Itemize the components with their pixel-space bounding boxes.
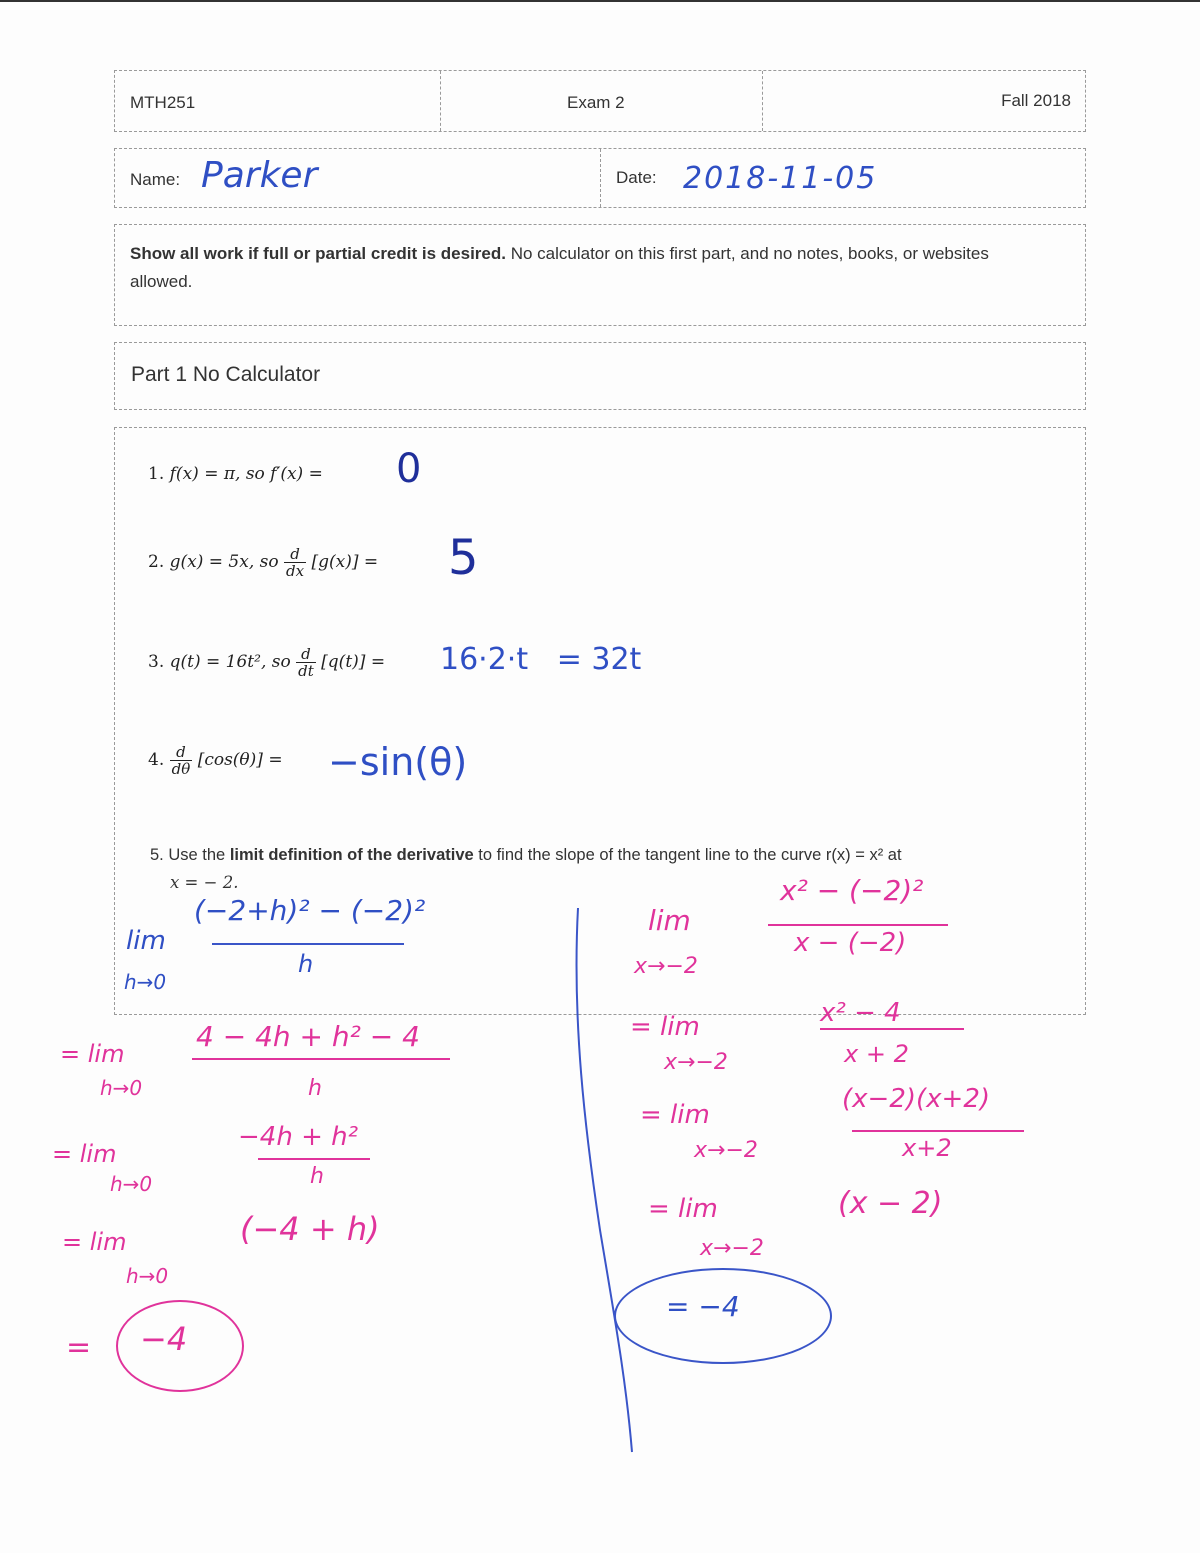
q4-number: 4.: [148, 750, 165, 770]
wr-num-3: (x−2)(x+2): [842, 1084, 991, 1114]
q2-pre: g(x) = 5x, so: [169, 552, 279, 572]
wr-sub-4: x→−2: [700, 1236, 764, 1261]
q3-pre: q(t) = 16t², so: [169, 652, 291, 672]
part-title: Part 1 No Calculator: [131, 363, 321, 386]
q4-post: [cos(θ)] =: [197, 750, 283, 770]
wr-sub-2: x→−2: [664, 1050, 728, 1075]
wl-lim-1: lim: [126, 926, 166, 956]
wl-eq-3: = lim: [52, 1140, 117, 1168]
wl-result: −4: [140, 1320, 188, 1358]
q4-derivative-fraction: [170, 744, 193, 777]
wl-sub-3: h→0: [110, 1172, 153, 1196]
q3-post: [q(t)] =: [321, 652, 386, 672]
wl-num-1: (−2+h)² − (−2)²: [194, 894, 426, 927]
exam-title: Exam 2: [567, 93, 625, 112]
wl-sub-2: h→0: [100, 1076, 143, 1100]
wl-den-1: h: [298, 950, 314, 978]
q4-frac-den: dθ: [171, 760, 191, 778]
question-2: [148, 546, 378, 579]
q1-number: 1.: [148, 464, 165, 484]
q2-answer: 5: [448, 530, 479, 586]
wr-eq-4: = lim: [648, 1194, 718, 1224]
question-3: [148, 646, 385, 679]
instructions-box: [114, 224, 1086, 326]
q3-number: 3.: [148, 652, 165, 672]
q3-derivative-fraction: [296, 646, 316, 679]
q5-text-2: to find the slope of the tangent line to the curve r(x) = x² at: [473, 846, 902, 864]
q2-post: [g(x)] =: [311, 552, 379, 572]
question-4: [148, 744, 283, 777]
q2-frac-den: dx: [286, 562, 305, 580]
wr-sub-3: x→−2: [694, 1138, 758, 1163]
wl-num-2: 4 − 4h + h² − 4: [196, 1020, 420, 1053]
q1-answer: 0: [396, 446, 422, 492]
exam-term: Fall 2018: [1001, 91, 1071, 110]
wl-sub-4: h→0: [126, 1264, 169, 1288]
q3-frac-num: d: [296, 646, 316, 663]
wr-den-3: x+2: [902, 1134, 952, 1162]
work-divider-line: [560, 900, 650, 1460]
q5-number: 5.: [150, 846, 164, 864]
q4-frac-num: d: [170, 744, 193, 761]
wl-num-3: −4h + h²: [238, 1122, 359, 1152]
wr-sub-1: x→−2: [634, 954, 698, 979]
wl-bar-1: [212, 943, 404, 945]
q4-answer: −sin(θ): [328, 740, 468, 784]
q5-text-1: Use the: [168, 846, 230, 864]
q3-answer: 16·2·t = 32t: [440, 642, 642, 677]
instructions-rest: No calculator on this first part, and no notes, books, or websites allowed.: [130, 244, 989, 291]
wl-eq-5: =: [66, 1330, 92, 1365]
wr-expr-4: (x − 2): [838, 1186, 943, 1221]
wr-num-2: x² − 4: [820, 998, 901, 1028]
date-value: 2018-11-05: [683, 161, 878, 196]
part-title-box: [114, 342, 1086, 410]
date-cell: [600, 149, 1087, 207]
header-row: [114, 70, 1086, 132]
scan-top-edge: [0, 0, 1200, 2]
wr-bar-2: [820, 1028, 964, 1030]
wr-den-2: x + 2: [844, 1040, 909, 1068]
wr-num-1: x² − (−2)²: [780, 874, 924, 907]
date-label: Date:: [616, 168, 657, 187]
wr-bar-3: [852, 1130, 1024, 1132]
q5-bold: limit definition of the derivative: [229, 846, 474, 864]
instructions-text: [130, 240, 1030, 296]
wl-sub-1: h→0: [124, 970, 167, 994]
name-label: Name:: [130, 170, 181, 189]
question-1: [148, 464, 323, 484]
q5-text-3: x = − 2.: [170, 873, 239, 892]
q2-derivative-fraction: [284, 546, 306, 579]
wr-bar-1: [768, 924, 948, 926]
q2-frac-num: d: [284, 546, 306, 563]
q1-text: f(x) = π, so f′(x) =: [169, 464, 323, 484]
wr-eq-3: = lim: [640, 1100, 710, 1130]
instructions-bold: Show all work if full or partial credit is desired.: [130, 244, 506, 263]
wr-den-1: x − (−2): [794, 928, 907, 958]
wr-lim-1: lim: [648, 904, 691, 937]
wl-den-3: h: [310, 1164, 324, 1189]
name-cell: [115, 149, 600, 207]
header-course-cell: [115, 71, 440, 131]
q3-frac-den: dt: [298, 662, 314, 680]
wl-eq-2: = lim: [60, 1040, 125, 1068]
wr-eq-2: = lim: [630, 1012, 700, 1042]
course-code: MTH251: [130, 93, 196, 112]
wl-bar-2: [192, 1058, 450, 1060]
header-exam-cell: [440, 71, 762, 131]
wl-eq-4: = lim: [62, 1228, 127, 1256]
wl-den-2: h: [308, 1076, 322, 1101]
wl-expr-4: (−4 + h): [240, 1210, 380, 1248]
name-date-row: [114, 148, 1086, 208]
header-term-cell: [762, 71, 1087, 131]
wr-result: = −4: [666, 1290, 740, 1323]
name-value: Parker: [201, 155, 318, 196]
wl-bar-3: [258, 1158, 370, 1160]
q2-number: 2.: [148, 552, 165, 572]
